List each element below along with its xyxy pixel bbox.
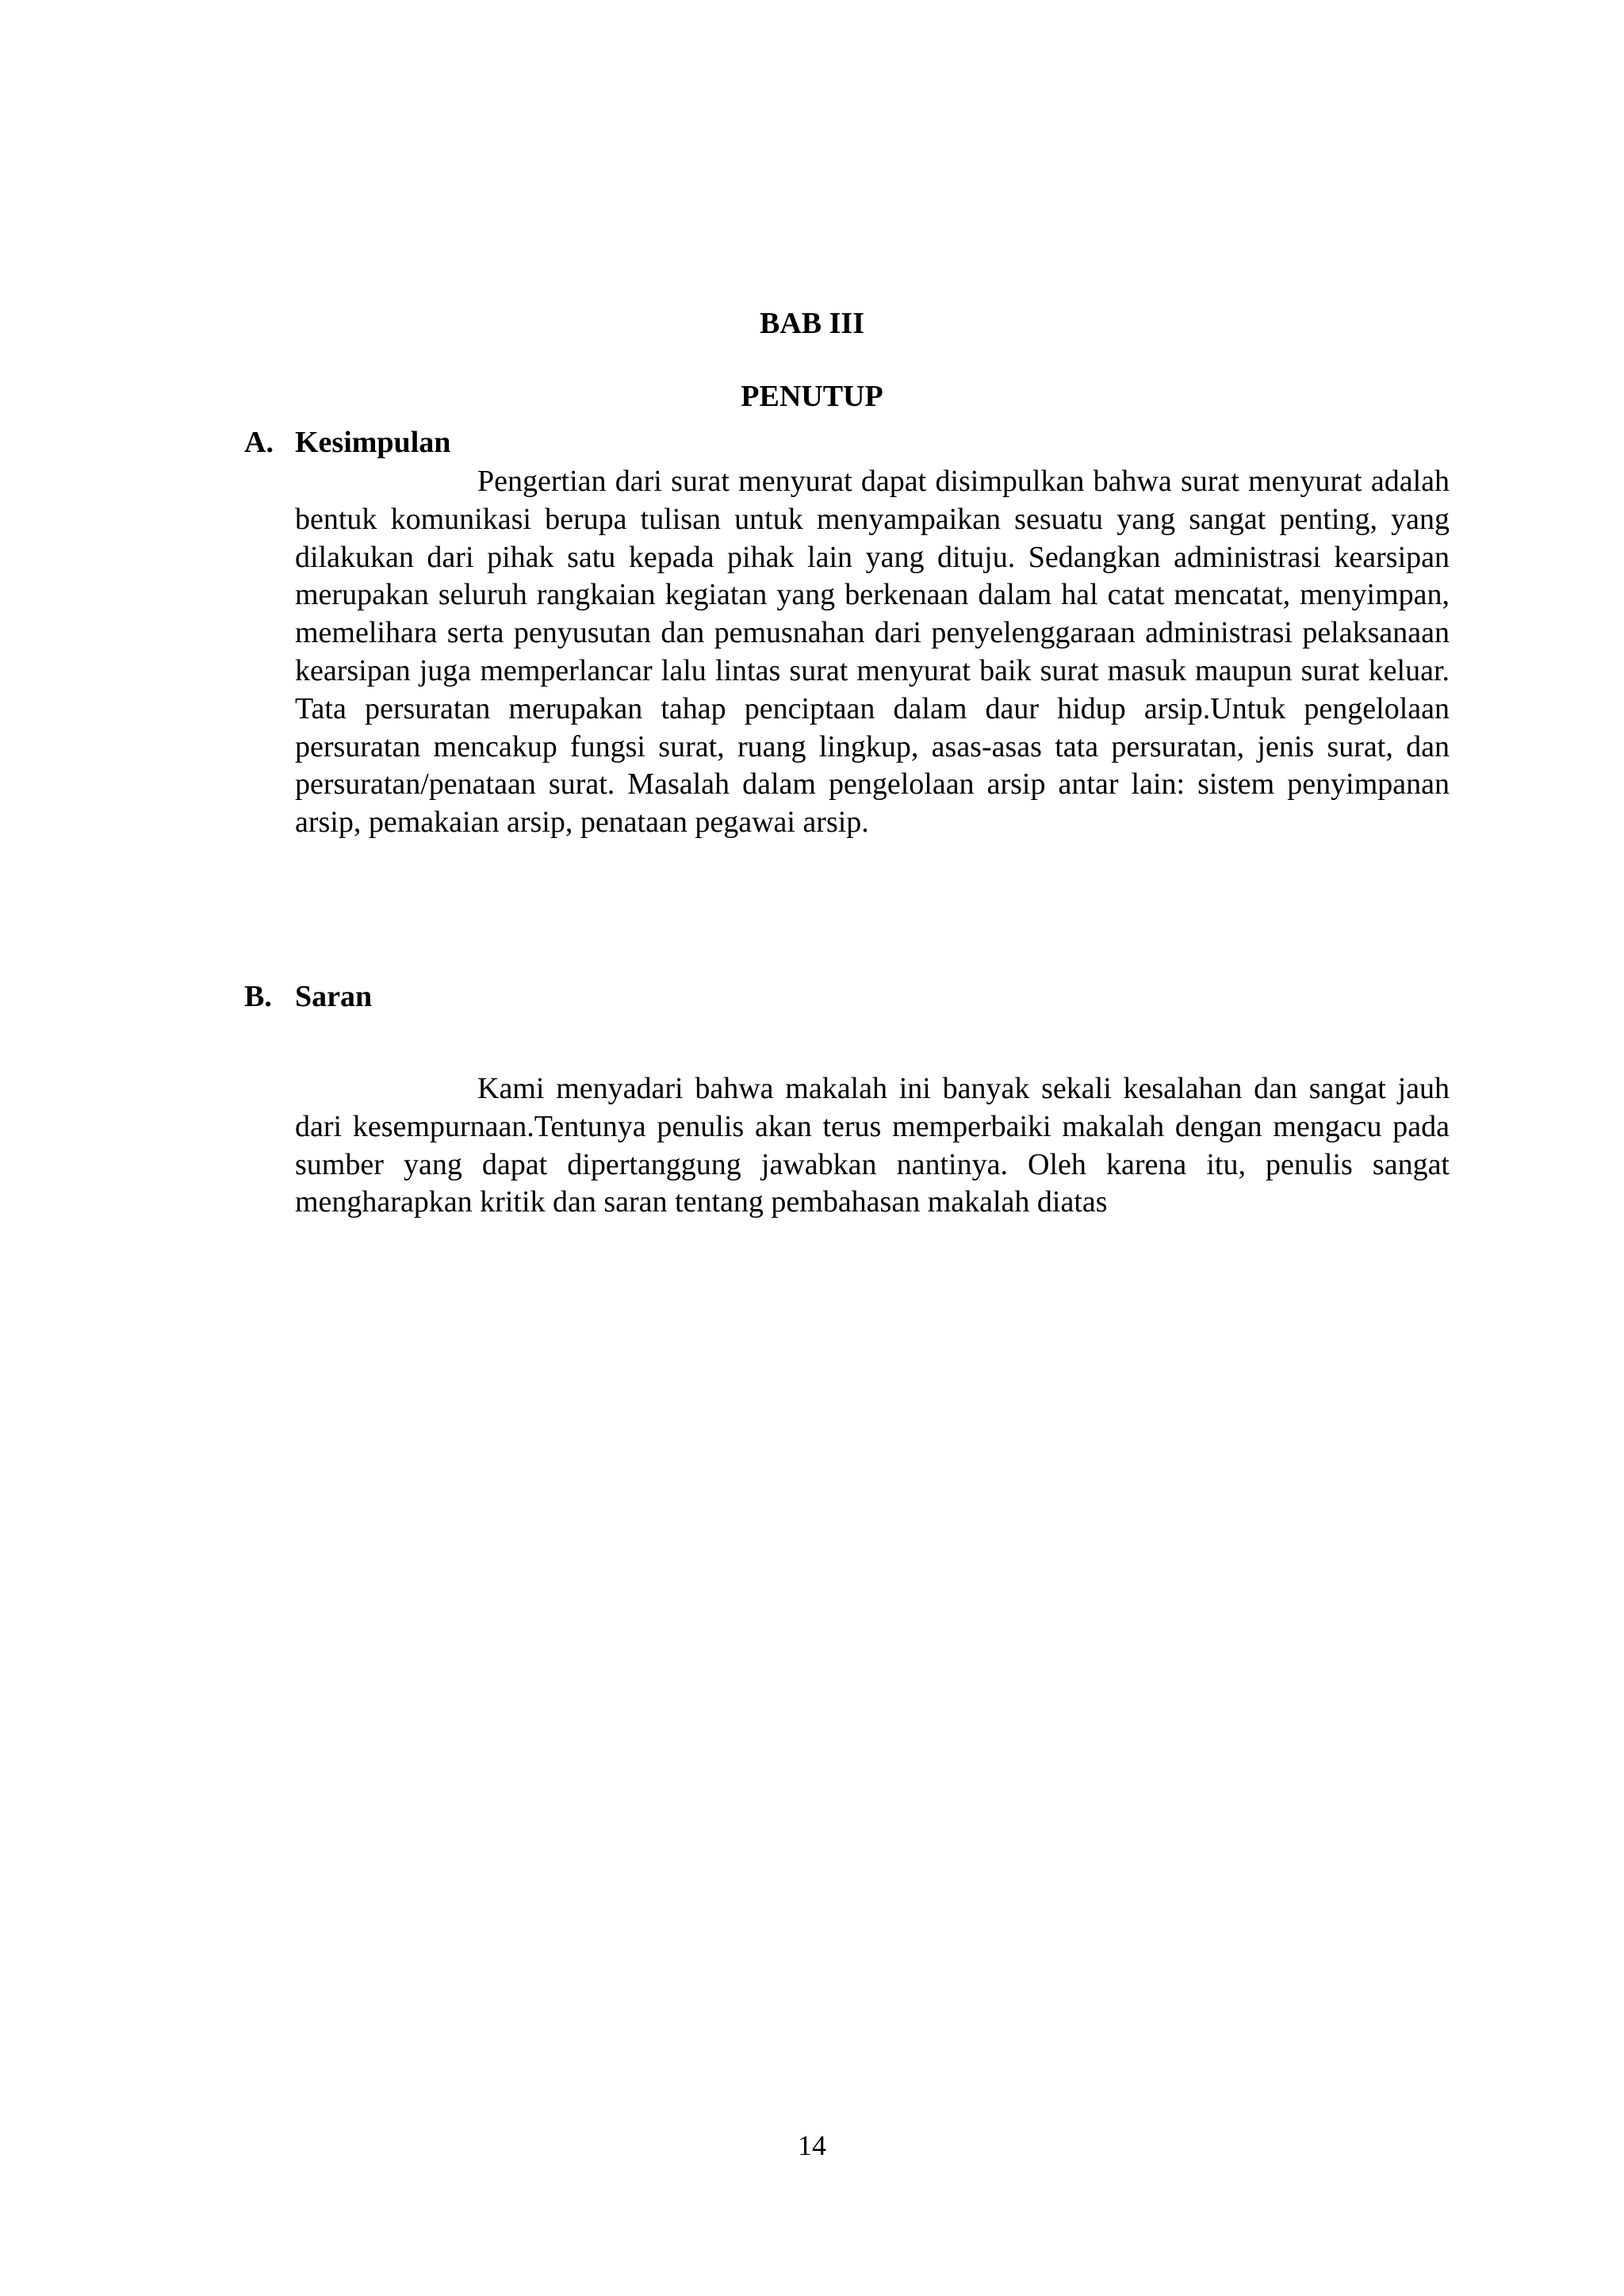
section-title: Kesimpulan [295,426,451,459]
chapter-number: BAB III [760,307,864,340]
page-number: 14 [798,2130,826,2161]
section-heading-kesimpulan [244,423,450,461]
section-letter: A. [244,426,274,459]
kesimpulan-paragraph: Pengertian dari surat menyurat dapat disimpulkan bahwa surat menyurat adalah bentuk komunikasi berupa tulisan untuk menyampaikan sesuatu yang sangat penting, yang dilakukan dari pihak satu kepada pihak lain yang dituju. Sedangkan administrasi kearsipan merupakan seluruh rangkaian kegiatan yang berkenaan dalam hal catat mencatat, menyimpan, memelihara serta penyusutan dan pemusnahan dari penyelenggaraan administrasi pelaksanaan kearsipan juga memperlancar lalu lintas surat menyurat baik surat masuk maupun surat keluar. Tata persuratan merupakan tahap penciptaan dalam daur hidup arsip.Untuk pengelolaan persuratan mencakup fungsi surat, ruang lingkup, asas-asas tata persuratan, jenis surat, dan persuratan/penataan surat. Masalah dalam pengelolaan arsip antar lain: sistem penyimpanan arsip, pemakaian arsip, penataan pegawai arsip. [295,465,1450,840]
saran-paragraph: Kami menyadari bahwa makalah ini banyak sekali kesalahan dan sangat jauh dari kesempurnaan.Tentunya penulis akan terus memperbaiki makalah dengan mengacu pada sumber yang dapat dipertanggung jawabkan nantinya. Oleh karena itu, penulis sangat mengharapkan kritik dan saran tentang pembahasan makalah diatas [295,1072,1450,1219]
section-letter: B. [244,980,272,1013]
chapter-title: PENUTUP [741,380,883,413]
section-title: Saran [295,980,373,1013]
section-heading-saran [244,978,372,1016]
